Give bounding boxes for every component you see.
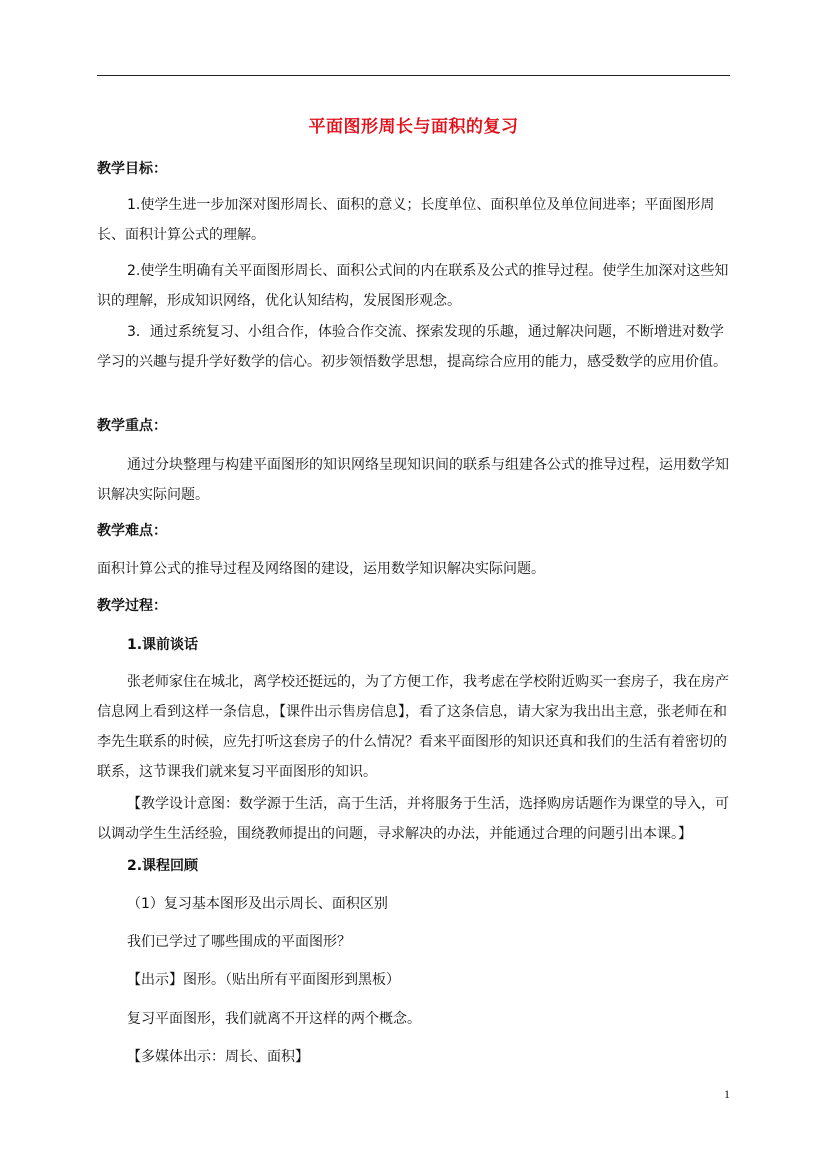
- difficulty-text: 面积计算公式的推导过程及网络图的建设，运用数学知识解决实际问题。: [97, 561, 545, 577]
- header-rule: [97, 75, 730, 76]
- step2-heading: 2.课程回顾: [127, 858, 199, 874]
- document-title: 平面图形周长与面积的复习: [308, 117, 519, 137]
- show-line: 【出示】图形。（贴出所有平面图形到黑板）: [127, 972, 400, 988]
- key-heading: 教学重点：: [97, 418, 167, 434]
- difficulty-heading: 教学难点：: [97, 523, 167, 539]
- media-line: 【多媒体出示：周长、面积】: [127, 1049, 309, 1065]
- goal-3: 3．通过系统复习、小组合作，体验合作交流、探索发现的乐趣，通过解决问题，不断增进对数学学习的兴趣与提升学好数学的信心。初步领悟数学思想，提高综合应用的能力，感受数学的应用价值。: [97, 324, 727, 370]
- key-text: 通过分块整理与构建平面图形的知识网络呈现知识间的联系与组建各公式的推导过程，运用数学知识解决实际问题。: [97, 457, 729, 503]
- goals-heading: 教学目标：: [97, 161, 167, 177]
- goal-1: 1.使学生进一步加深对图形周长、面积的意义；长度单位、面积单位及单位间进率；平面图形周长、面积计算公式的理解。: [97, 197, 715, 243]
- process-heading: 教学过程：: [97, 598, 167, 614]
- goal-2: 2.使学生明确有关平面图形周长、面积公式间的内在联系及公式的推导过程。使学生加深对这些知识的理解，形成知识网络，优化认知结构，发展图形观念。: [97, 263, 729, 309]
- page-number: 1: [724, 1087, 730, 1101]
- step1-text: 张老师家住在城北，离学校还挺远的，为了方便工作，我考虑在学校附近购买一套房子，我在房产信息网上看到这样一条信息，【课件出示售房信息】，看了这条信息，请大家为我出出主意，张老师在和李先生联系的时候，应先打听这套房子的什么情况？看来平面图形的知识还真和我们的生活有着密切的联系，这节课我们就来复习平面图形的知识。: [97, 674, 729, 780]
- design-note: 【教学设计意图：数学源于生活，高于生活，并将服务于生活，选择购房话题作为课堂的导入，可以调动学生生活经验，围绕教师提出的问题，寻求解决的办法，并能通过合理的问题引出本课。】: [97, 796, 729, 842]
- review-line: 复习平面图形，我们就离不开这样的两个概念。: [127, 1011, 421, 1027]
- question-line: 我们已学过了哪些围成的平面图形？: [127, 934, 351, 950]
- step2-subheading: （1）复习基本图形及出示周长、面积区别: [127, 896, 388, 912]
- step1-heading: 1.课前谈话: [127, 637, 199, 653]
